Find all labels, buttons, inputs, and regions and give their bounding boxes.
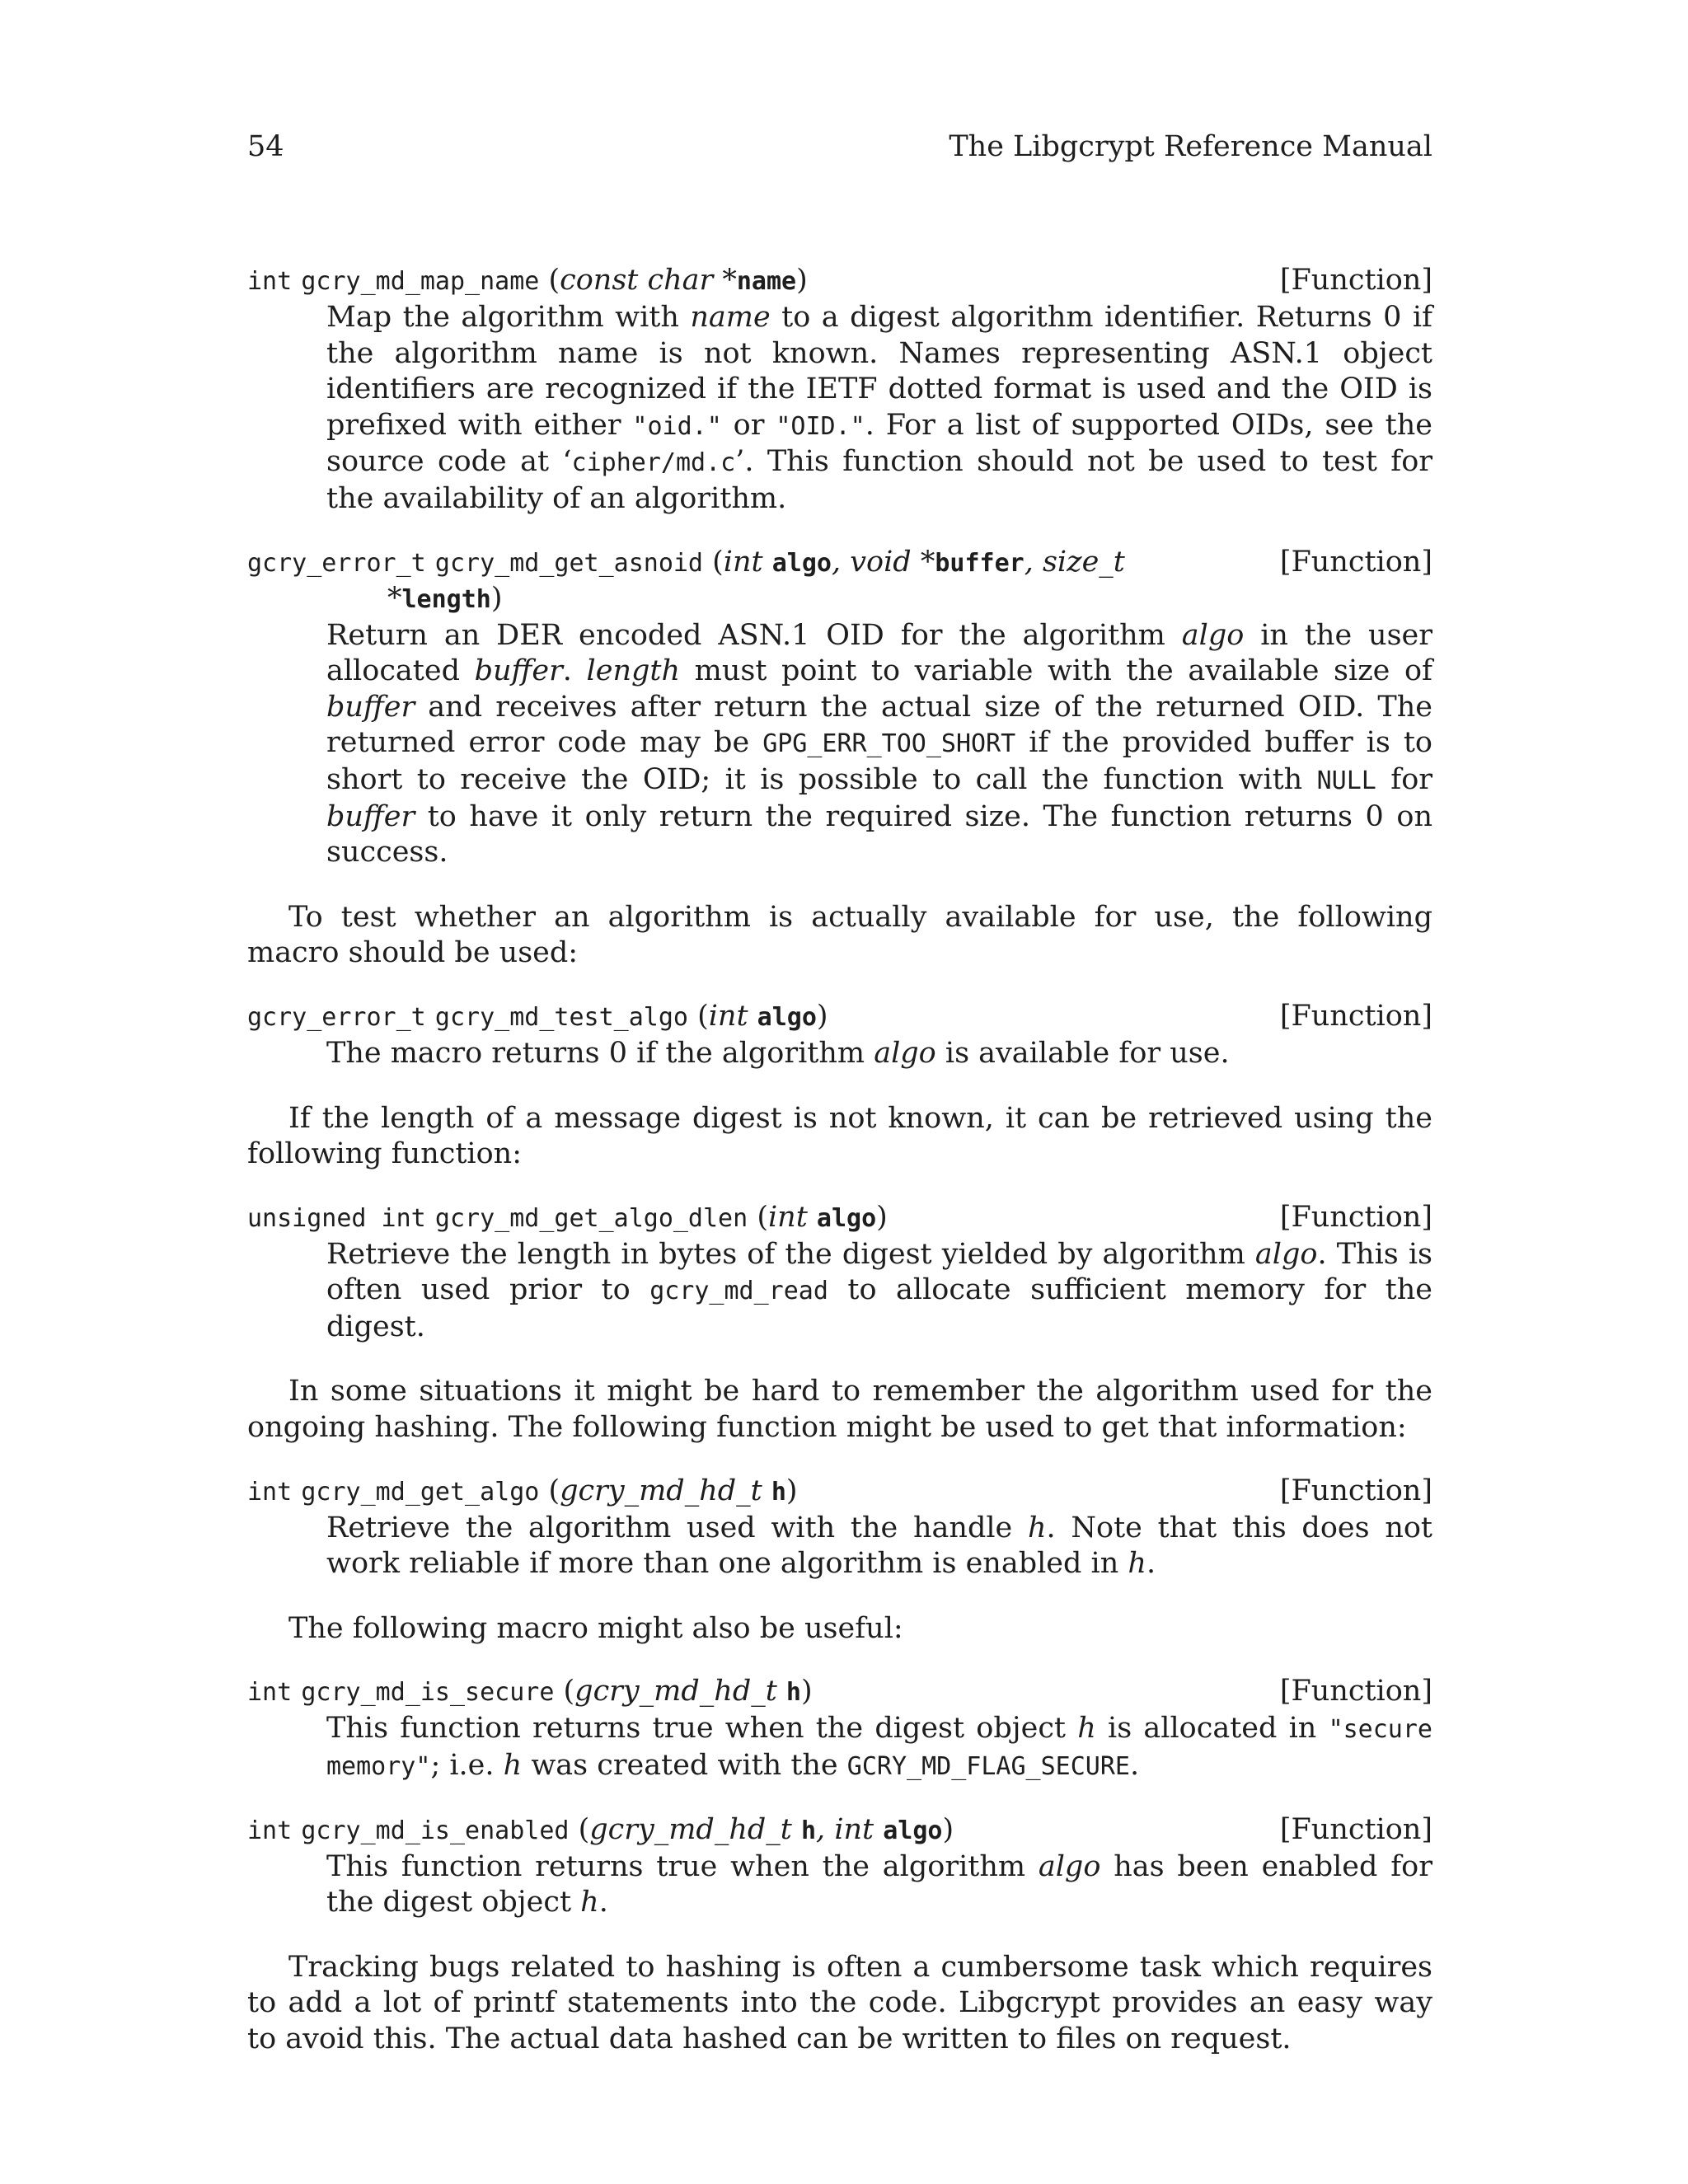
function-description: The macro returns 0 if the algorithm algo is available for use.	[326, 1036, 1230, 1070]
param-name: h	[771, 1477, 786, 1507]
category-label: [Function]	[1279, 1675, 1432, 1708]
function-def-get-algo	[247, 1474, 1432, 1582]
param-name: buffer	[935, 548, 1025, 578]
return-type: int	[247, 1477, 293, 1507]
return-type: gcry_error_t	[247, 548, 426, 578]
paragraph: The following macro might also be useful:	[288, 1611, 903, 1645]
param-type: const char *	[560, 264, 737, 297]
page-content	[247, 264, 1432, 2086]
function-description: Map the algorithm with name to a digest algorithm identifier. Returns 0 if the algorithm name is not known. Names representing ASN.1 object identifiers are recognized if the IETF dotted format is used and the OID is prefixed with either "oid." or "OID.". For a list of supported OIDs, see the source code at ‘cipher/md.c’. This function should not be used to test for the availability of an algorithm.	[326, 301, 1432, 515]
function-def-get-asnoid	[247, 546, 1432, 871]
paragraph: If the length of a message digest is not known, it can be retrieved using the following function:	[247, 1101, 1432, 1171]
function-name: gcry_md_is_secure	[301, 1678, 555, 1708]
return-type: gcry_error_t	[247, 1002, 426, 1032]
function-description: This function returns true when the digest object h is allocated in "secure memory"; i.e. h was created with the GCRY_MD_FLAG_SECURE.	[326, 1712, 1432, 1783]
param-name: name	[736, 267, 797, 296]
function-def-map-name	[247, 264, 1432, 518]
param-name: length	[401, 584, 491, 614]
function-description: Return an DER encoded ASN.1 OID for the algorithm algo in the user allocated buffer. length must point to variable with the available size of buffer and receives after return the actual size of the returned OID. The returned error code may be GPG_ERR_TOO_SHORT if the provided buffer is to short to receive the OID; it is possible to call the function with NULL for buffer to have it only return the required size. The function returns 0 on success.	[326, 618, 1433, 869]
param-name: h	[800, 1816, 817, 1845]
param-name: h	[785, 1678, 801, 1708]
function-name: gcry_md_map_name	[301, 267, 540, 296]
return-type: int	[247, 267, 293, 296]
function-signature: gcry_error_t gcry_md_test_algo (int algo) [Function]	[247, 999, 1432, 1033]
return-type: int	[247, 1678, 293, 1708]
function-def-is-enabled	[247, 1813, 1432, 1921]
function-signature-continued: *length)	[387, 581, 503, 615]
paragraph: Tracking bugs related to hashing is often a cumbersome task which requires to add a lot of printf statements into the code. Libgcrypt provides an easy way to avoid this. The actual data hashed can be written to files on request.	[247, 1950, 1432, 2055]
function-name: gcry_md_is_enabled	[301, 1816, 570, 1845]
function-description: Retrieve the algorithm used with the handle h. Note that this does not work reliable if more than one algorithm is enabled in h.	[326, 1511, 1432, 1581]
function-def-get-algo-dlen	[247, 1201, 1432, 1346]
function-name: gcry_md_test_algo	[434, 1002, 688, 1032]
running-title: The Libgcrypt Reference Manual	[949, 130, 1432, 163]
function-signature: int gcry_md_is_secure (gcry_md_hd_t h) [Function]	[247, 1675, 1432, 1708]
page-number: 54	[247, 130, 284, 163]
paragraph: To test whether an algorithm is actually available for use, the following macro should be used:	[247, 900, 1432, 970]
param-name: algo	[771, 548, 832, 578]
function-signature: int gcry_md_map_name (const char *name) [Function]	[247, 264, 1432, 297]
paragraph: In some situations it might be hard to remember the algorithm used for the ongoing hashing. The following function might be used to get that information:	[247, 1375, 1432, 1445]
category-label: [Function]	[1279, 545, 1432, 579]
function-name: gcry_md_get_algo	[301, 1477, 540, 1507]
category-label: [Function]	[1279, 264, 1432, 297]
function-description: This function returns true when the algorithm algo has been enabled for the digest object h.	[326, 1849, 1432, 1919]
category-label: [Function]	[1279, 999, 1432, 1033]
function-signature: int gcry_md_is_enabled (gcry_md_hd_t h, int algo) [Function]	[247, 1812, 1432, 1846]
param-name: algo	[883, 1816, 943, 1845]
category-label: [Function]	[1279, 1474, 1432, 1507]
function-def-test-algo	[247, 1000, 1432, 1072]
function-signature: gcry_error_t gcry_md_get_asnoid (int algo, void *buffer, size_t [Function]	[247, 545, 1432, 579]
param-name: algo	[757, 1002, 817, 1032]
page-header	[247, 130, 1432, 170]
category-label: [Function]	[1279, 1200, 1432, 1234]
category-label: [Function]	[1279, 1812, 1432, 1846]
return-type: int	[247, 1816, 293, 1845]
function-name: gcry_md_get_asnoid	[434, 548, 703, 578]
return-type: unsigned int	[247, 1203, 426, 1233]
function-def-is-secure	[247, 1675, 1432, 1784]
function-description: Retrieve the length in bytes of the digest yielded by algorithm algo. This is often used prior to gcry_md_read to allocate sufficient memory for the digest.	[326, 1237, 1433, 1343]
function-signature: unsigned int gcry_md_get_algo_dlen (int algo) [Function]	[247, 1200, 1432, 1234]
function-signature: int gcry_md_get_algo (gcry_md_hd_t h) [Function]	[247, 1474, 1432, 1507]
param-name: algo	[816, 1203, 877, 1233]
function-name: gcry_md_get_algo_dlen	[434, 1203, 748, 1233]
